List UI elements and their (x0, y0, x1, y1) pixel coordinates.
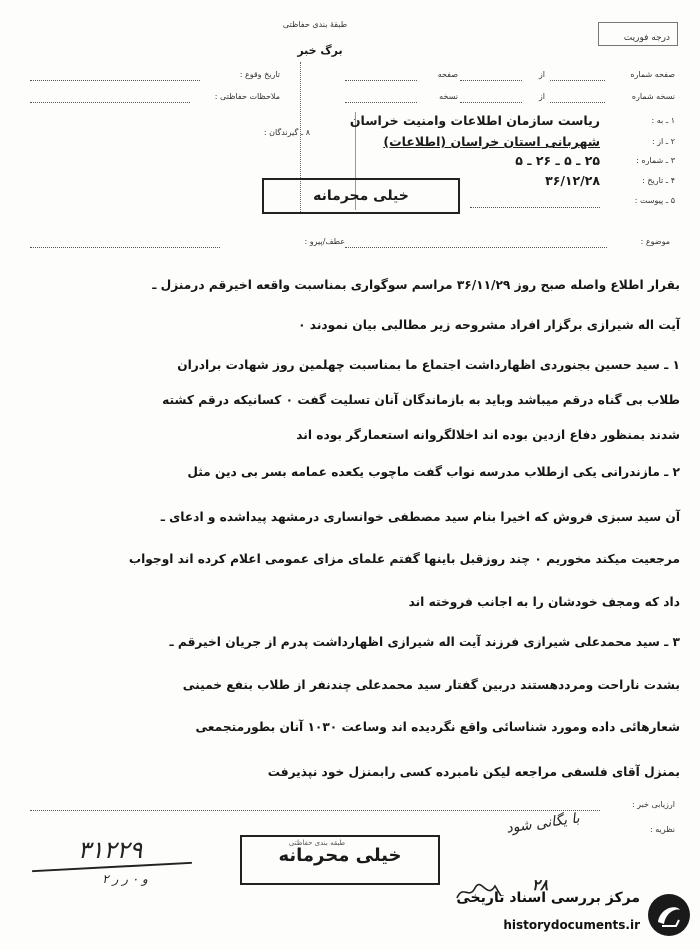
classification-stamp-top: خیلی محرمانه (262, 178, 460, 214)
number-label: ۳ ـ شماره : (636, 156, 675, 165)
date-label: ۴ ـ تاریخ : (642, 176, 675, 185)
page-of-label: از (538, 70, 545, 79)
recipients-label: ۸ ـ گیرندگان : (263, 128, 310, 137)
watermark-title: مرکز بررسی اسناد تاریخی (456, 890, 640, 906)
opinion-label: نظریه : (650, 825, 675, 834)
to-label: ۱ ـ به : (651, 116, 675, 125)
body-line: داد که ومجف خودشان را به اجانب فروخته اند (408, 595, 680, 609)
to-value: ریاست سازمان اطلاعات وامنیت خراسان (349, 113, 600, 128)
page-number-label: صفحه شماره (630, 70, 675, 79)
watermark-url: historydocuments.ir (503, 918, 640, 932)
body-line: شدند بمنظور دفاع ازدین بوده اند اخلالگروانه استعمارگر بوده اند (296, 428, 680, 442)
date-value: ۳۶/۱۲/۲۸ (545, 173, 600, 188)
body-line: آن سید سبزی فروش که اخیرا بنام سید مصطفی خوانساری درمشهد پیداشده و ادعای ـ (160, 510, 680, 524)
copy-word: نسخه (439, 92, 458, 101)
attachment-label: ۵ ـ پیوست : (634, 196, 675, 205)
body-line: طلاب بی گناه درقم میباشد وباید به بازماندگان آنان تسلیت گفت ۰ کسانیکه درقم کشته (162, 393, 680, 407)
reference-label: عطف/پیرو : (304, 237, 345, 246)
classification-title: طبقهٔ بندی حفاظتی (282, 20, 348, 29)
priority-box (598, 22, 678, 46)
handwritten-sub: و ۰ ر ر ۲ (102, 872, 148, 886)
evaluation-label: ارزیابی خبر : (631, 800, 675, 809)
event-date-label: تاریخ وقوع : (239, 70, 280, 79)
copy-number-label: نسخه شماره (631, 92, 675, 101)
stamp-bottom-small: طبقه بندی حفاظتی (288, 839, 346, 847)
copy-of-label: از (538, 92, 545, 101)
archive-logo-icon (646, 892, 692, 938)
page-word: صفحه (437, 70, 458, 79)
priority-label: درجه فوریت (623, 33, 670, 43)
classification-stamp-bottom (240, 835, 440, 885)
body-line: بمنزل آقای فلسفی مراجعه لیکن نامبرده کسی رابمنزل خود نپذیرفت (267, 765, 680, 779)
security-notes-label: ملاحظات حفاظتی : (214, 92, 280, 101)
signature-number: ۲۸ (532, 876, 549, 894)
body-line: ۳ ـ سید محمدعلی شیرازی فرزند آیت اله شیرازی اظهارداشت پدرم از جریان اخیرقم ـ (169, 635, 680, 649)
handwritten-note: با یگانی شود (505, 810, 581, 837)
body-line: ۲ ـ مازندرانی یکی ازطلاب مدرسه نواب گفت ماچوب یکعده عمامه بسر بی دین مثل (187, 465, 680, 479)
from-value: شهربانی استان خراسان (اطلاعات) (383, 134, 600, 149)
body-line: ۱ ـ سید حسین بجنوردی اظهارداشت اجتماع ما بمناسبت چهلمین روز شهادت برادران (177, 358, 680, 372)
from-label: ۲ ـ از : (651, 137, 675, 146)
body-line: بشدت ناراحت ومرددهستند دربین گفتار سید محمدعلی چندنفر از طلاب بنفع خمینی (182, 678, 680, 692)
number-value: ۲۵ ـ ۵ ـ ۲۶ ـ ۵ (515, 153, 600, 168)
body-line: شعارهائی داده ومورد شناسائی واقع نگردیده اند وساعت ۱۰۳۰ آنان بطورمتجمعی (195, 720, 680, 734)
form-title: برگ خبر (297, 44, 343, 57)
watermark (408, 882, 700, 950)
handwritten-number: ۳۱۲۲۹ (77, 836, 143, 864)
subject-label: موضوع : (640, 237, 670, 246)
body-line: مرجعیت میکند مخوریم ۰ چند روزقبل باینها گفتم علمای مزای عمومی اعلام کرده اند اوجواب (128, 552, 680, 566)
body-line: آیت اله شیرازی برگزار افراد مشروحه زیر مطالبی بیان نمودند ۰ (298, 318, 680, 332)
stamp-bottom-text: خیلی محرمانه (278, 845, 402, 866)
body-line: بقرار اطلاع واصله صبح روز ۳۶/۱۱/۲۹ مراسم سوگواری بمناسبت واقعه اخیرقم درمنزل ـ (152, 278, 680, 292)
